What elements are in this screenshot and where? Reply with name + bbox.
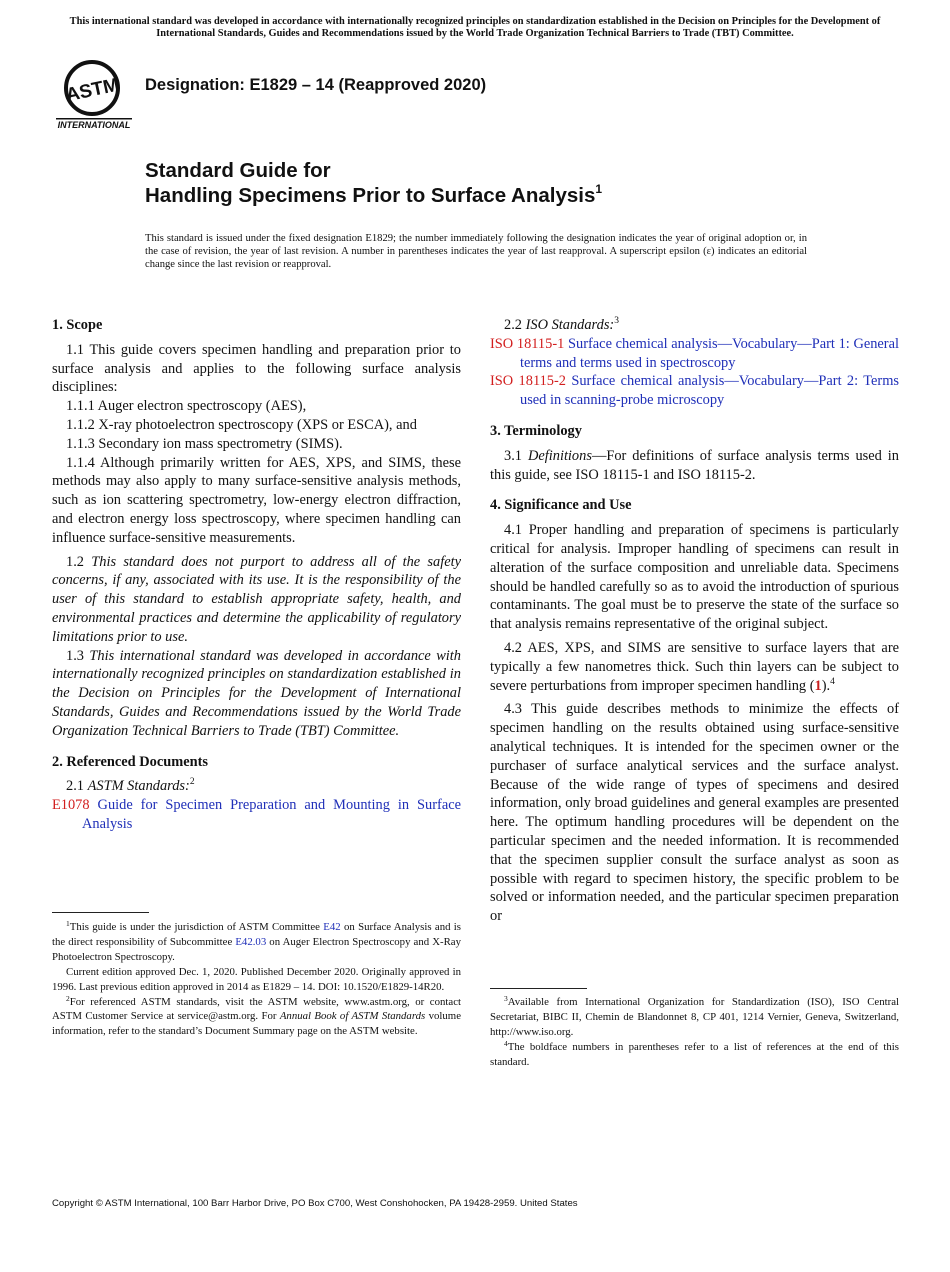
footnote-1-text-c: on Auger Electron Spectroscopy and X-Ray Photoelectron Spectroscopy. xyxy=(52,935,461,963)
paragraph-1-1-3: 1.1.3 Secondary ion mass spectrometry (SIMS). xyxy=(66,435,343,452)
reference-e1078[interactable] xyxy=(52,796,461,834)
footnote-4-text: The boldface numbers in parentheses refer to a list of references at the end of this standard. xyxy=(490,1040,899,1068)
footnote-divider-right xyxy=(490,988,587,989)
iso-standards-label: ISO Standards: xyxy=(525,317,615,333)
paragraph-1-1-1: 1.1.1 Auger electron spectroscopy (AES), xyxy=(66,398,307,415)
title-line-1: Standard Guide for xyxy=(145,159,331,182)
paragraph-2-1-number: 2.1 xyxy=(66,778,84,795)
paragraph-1-3-number: 1.3 xyxy=(66,647,84,664)
designation: Designation: E1829 – 14 (Reapproved 2020) xyxy=(145,76,487,94)
subcommittee-e42-03-link[interactable]: E42.03 xyxy=(235,935,267,948)
paragraph-3-1 xyxy=(490,447,899,485)
footnote-1-text-a: This guide is under the jurisdiction of ASTM Committee xyxy=(69,921,324,933)
committee-e42-link[interactable]: E42 xyxy=(323,921,341,933)
reference-iso-18115-2[interactable] xyxy=(490,372,899,410)
paragraph-3-1-text: —For definitions of surface analysis terms used in this guide, see ISO 18115-1 and ISO 18115-2. xyxy=(490,447,899,483)
footnote-mark-2: 2 xyxy=(189,777,195,788)
document-title xyxy=(145,158,845,208)
footnote-4-mark: 4 xyxy=(504,1038,508,1048)
paragraph-1-1-4: 1.1.4 Although primarily written for AES, XPS, and SIMS, these methods may also apply to many surface-sensitive analysis methods, such as ion scattering spectrometry, low-energy electron diffraction, and electron energy loss spectroscopy, where specimen handling can influence surface-sensitive measurements. xyxy=(52,454,461,546)
footnotes-right xyxy=(490,995,899,1070)
section-heading-significance: 4. Significance and Use xyxy=(490,497,632,514)
paragraph-1-3 xyxy=(52,647,461,741)
footnote-3-mark: 3 xyxy=(504,994,508,1003)
footnote-2-text-a: For referenced ASTM standards, visit the ASTM website, www.astm.org, or contact ASTM Customer Service at service@astm.org. For xyxy=(52,995,461,1023)
paragraph-4-2 xyxy=(490,639,899,695)
footnote-1-current-edition: Current edition approved Dec. 1, 2020. Published December 2020. Originally approved in 1996. Last previous edition approved in 2014 as E1829 – 14. DOI: 10.1520/E1829-14R20. xyxy=(52,965,461,993)
title-line-2: Handling Specimens Prior to Surface Analysis xyxy=(145,184,596,207)
logo-subtext: INTERNATIONAL xyxy=(57,120,131,130)
reference-link-1[interactable]: 1 xyxy=(814,677,822,694)
footnote-4 xyxy=(490,1040,899,1070)
section-heading-scope: 1. Scope xyxy=(52,317,103,333)
reference-code-iso-18115-2[interactable]: ISO 18115-2 xyxy=(490,373,566,390)
right-column xyxy=(490,316,899,926)
copyright-footer: Copyright © ASTM International, 100 Barr Harbor Drive, PO Box C700, West Conshohocken, PA 19428-2959. United States xyxy=(52,1198,578,1209)
paragraph-1-1-2: 1.1.2 X-ray photoelectron spectroscopy (XPS or ESCA), and xyxy=(66,416,417,433)
paragraph-1-2-text: This standard does not purport to address all of the safety concerns, if any, associated with its use. It is the responsibility of the user of this standard to establish appropriate safety, health, and environmental practices and determine the applicability of regulatory limitations prior to use. xyxy=(52,553,461,645)
paragraph-1-1: 1.1 This guide covers specimen handling and preparation prior to surface analysis and applies to the following surface analysis disciplines: xyxy=(52,341,461,396)
reference-code-iso-18115-1[interactable]: ISO 18115-1 xyxy=(490,335,565,352)
footnote-2 xyxy=(52,995,461,1040)
definitions-term: Definitions xyxy=(527,447,592,464)
issued-note: This standard is issued under the fixed designation E1829; the number immediately following the designation indicates the year of original adoption or, in the case of revision, the year of last revision. A number in parentheses indicates the year of last reapproval. A superscript epsilon (ε) indicates an editorial change since the last revision or reapproval. xyxy=(145,233,807,271)
section-heading-referenced: 2. Referenced Documents xyxy=(52,753,208,770)
paragraph-2-1 xyxy=(52,777,461,796)
footnotes-left xyxy=(52,920,461,1039)
paragraph-4-1: 4.1 Proper handling and preparation of specimens is particularly critical for analysis. Improper handling of specimens can result in alteration of the surface composition and unreliable data. Specimens should be handled carefully so as to avoid the introduction of spurious contaminants. The goal must be to preserve the state of the surface so that analysis remains representative of the original subject. xyxy=(490,522,899,633)
paragraph-1-3-text: This international standard was developed in accordance with internationally recognized principles on standardization established in the Decision on Principles for the Development of International Standards, Guides and Recommendations issued by the World Trade Organization Technical Barriers to Trade (TBT) Committee. xyxy=(52,647,461,739)
footnote-2-text-b: volume information, refer to the standard’s Document Summary page on the ASTM website. xyxy=(52,1010,461,1038)
footnote-2-italic: Annual Book of ASTM Standards xyxy=(279,1010,426,1023)
paragraph-4-2-text-a: 4.2 AES, XPS, and SIMS are sensitive to surface layers that are typically a few nanometres thick. Such thin layers can be subject to severe perturbations from improper specimen handling ( xyxy=(490,639,899,694)
reference-title-iso-18115-1[interactable]: Surface chemical analysis—Vocabulary—Part 1: General terms and terms used in spectroscopy xyxy=(520,335,899,371)
astm-logo-icon xyxy=(54,58,134,130)
footnote-1-text-b: on Surface Analysis and is the direct responsibility of Subcommittee xyxy=(52,921,461,948)
title-footnote-mark: 1 xyxy=(595,182,603,196)
footnote-divider-left xyxy=(52,912,149,913)
paragraph-1-2 xyxy=(52,553,461,647)
footnote-3-text: Available from International Organization for Standardization (ISO), ISO Central Secretariat, BIBC II, Chemin de Blandonnet 8, CP 401, 1214 Vernier, Geneva, Switzerland, http://www.iso.org. xyxy=(490,996,899,1038)
astm-standards-label: ASTM Standards: xyxy=(87,778,190,795)
footnote-1-mark: 1 xyxy=(66,919,70,928)
footnote-mark-3: 3 xyxy=(614,316,619,326)
paragraph-1-2-number: 1.2 xyxy=(66,553,84,570)
paragraph-4-3: 4.3 This guide describes methods to minimize the effects of specimen handling on the results obtained using surface-sensitive analytical techniques. It is intended for the specimen owner or the purchaser of surface analytical services and the surface analyst. Because of the wide range of types of specimens and desired information, only broad guidelines and general examples are presented here. The optimum handling procedures will be dependent on the particular specimen and the needed information. It is recommended that the specimen supplier consult the surface analyst as soon as possible with regard to specimen history, the specific problem to be solved or information needed, and the particular specimen preparation or xyxy=(490,701,899,925)
paragraph-4-2-text-b: ). xyxy=(821,677,831,694)
paragraph-3-1-number: 3.1 xyxy=(504,447,522,464)
astm-international-logo xyxy=(54,58,134,130)
footnote-1 xyxy=(52,920,461,965)
paragraph-2-2-number: 2.2 xyxy=(504,317,522,333)
reference-iso-18115-1[interactable] xyxy=(490,335,899,373)
paragraph-2-2 xyxy=(490,316,899,335)
reference-code-e1078[interactable]: E1078 xyxy=(52,797,90,814)
footnote-mark-4: 4 xyxy=(830,676,835,687)
left-column xyxy=(52,316,461,834)
reference-title-iso-18115-2[interactable]: Surface chemical analysis—Vocabulary—Part 2: Terms used in scanning-probe microscopy xyxy=(520,373,899,409)
footnote-2-mark: 2 xyxy=(66,993,70,1003)
standard-notice: This international standard was developed in accordance with internationally recognized principles on standardization established in the Decision on Principles for the Development of International Standards, Guides and Recommendations issued by the World Trade Organization Technical Barriers to Trade (TBT) Committee. xyxy=(69,16,881,39)
section-heading-terminology: 3. Terminology xyxy=(490,422,582,439)
logo-text: ASTM xyxy=(64,74,122,107)
reference-title-e1078[interactable]: Guide for Specimen Preparation and Mounting in Surface Analysis xyxy=(82,797,461,832)
footnote-3 xyxy=(490,995,899,1040)
